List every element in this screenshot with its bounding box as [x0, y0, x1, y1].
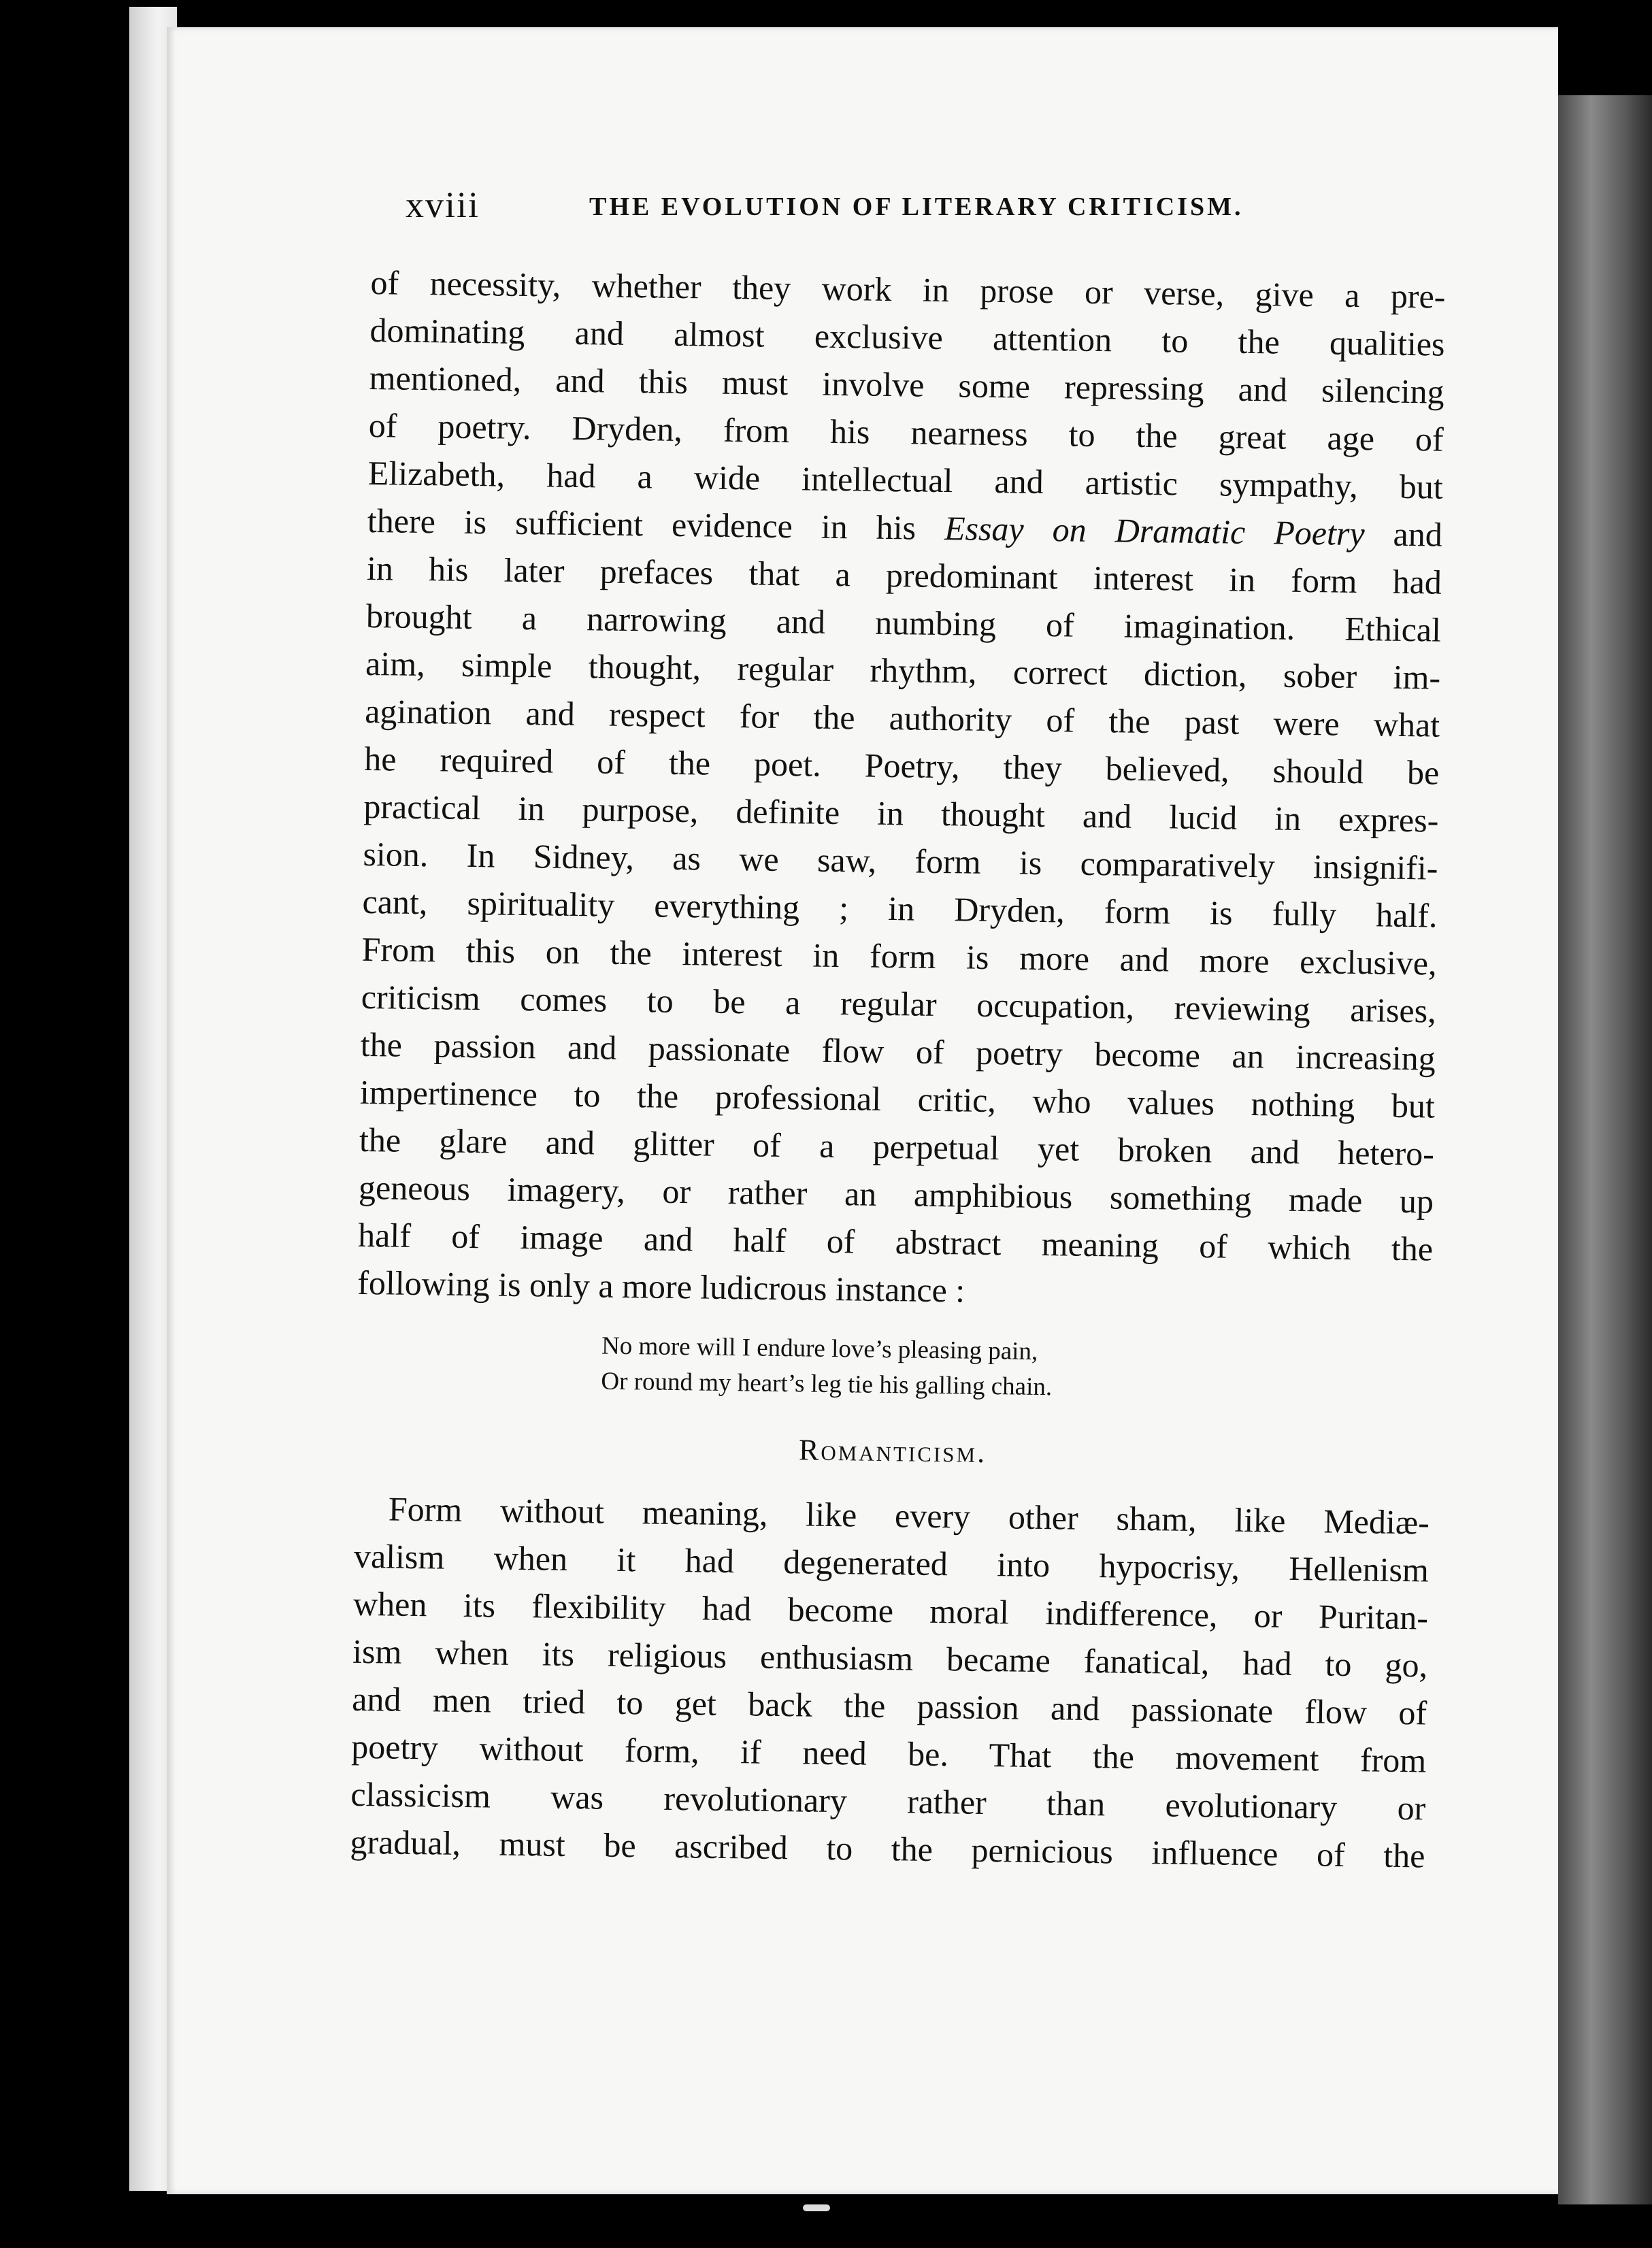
text-line: following is only a more ludicrous instance : [357, 1263, 965, 1310]
scan-speck [803, 2204, 830, 2211]
text-line: the glare and glitter of a perpetual yet broken and hetero- [359, 1120, 1435, 1173]
verse-line: Or round my heart’s leg tie his galling chain. [601, 1367, 1053, 1402]
section-heading: Romanticism. [798, 1433, 987, 1469]
text-line: cant, spirituality everything ; in Dryden, form is fully half. [362, 882, 1438, 935]
paragraph-1 [357, 259, 1446, 1321]
text-line: half of image and half of abstract meaning of which the [357, 1215, 1434, 1268]
text-line: and men tried to get back the passion and passionate flow of [351, 1679, 1427, 1732]
text-line: impertinence to the professional critic, who values nothing but [359, 1072, 1436, 1125]
text-line: the passion and passionate flow of poetry become an increasing [360, 1025, 1436, 1078]
text-line: in his later prefaces that a predominant interest in form had [366, 548, 1442, 601]
text-line: he required of the poet. Poetry, they believed, should be [364, 739, 1440, 792]
text-line: agination and respect for the authority of the past were what [364, 691, 1440, 744]
text-line: mentioned, and this must involve some repressing and silencing [369, 358, 1444, 411]
text-line: criticism comes to be a regular occupation, reviewing arises, [361, 977, 1437, 1030]
text-line: From this on the interest in form is more and more exclusive, [361, 929, 1437, 982]
text-line: classicism was revolutionary rather than evolutionary or [350, 1774, 1426, 1828]
gutter-shadow [1558, 95, 1652, 2204]
page-number: xviii [406, 184, 480, 225]
text-line: geneous imagery, or rather an amphibious something made up [358, 1168, 1434, 1221]
text-segment: there is sufficient evidence in his [367, 501, 916, 547]
text-line: brought a narrowing and numbing of imagination. Ethical [365, 596, 1442, 649]
text-line: Form without meaning, like every other sham, like Mediæ- [388, 1489, 1430, 1542]
paragraph-2 [350, 1485, 1430, 1880]
essay-title: Essay on Dramatic Poetry [944, 509, 1365, 553]
text-line: of poetry. Dryden, from his nearness to the great age of [368, 406, 1444, 459]
page-header [406, 184, 1290, 238]
text-line: of necessity, whether they work in prose or verse, give a pre- [370, 263, 1446, 316]
text-line: dominating and almost exclusive attention to the qualities [369, 310, 1445, 363]
text-line: valism when it had degenerated into hypocrisy, Hellenism [353, 1536, 1430, 1589]
text-line: sion. In Sidney, as we saw, form is comparatively insignifi- [363, 834, 1438, 887]
text-segment: and [1393, 514, 1443, 554]
text-line: aim, simple thought, regular rhythm, correct diction, sober im- [365, 644, 1441, 697]
verse-quotation [356, 1325, 1432, 1410]
text-line: ism when its religious enthusiasm became fanatical, had to go, [352, 1632, 1428, 1685]
text-line: poetry without form, if need be. That the movement from [351, 1727, 1427, 1780]
verse-line: No more will I endure love’s pleasing pain, [601, 1332, 1038, 1366]
page-body [350, 259, 1446, 1879]
text-line: when its flexibility had become moral indifference, or Puritan- [352, 1584, 1429, 1637]
text-line: gradual, must be ascribed to the pernicious influence of the [350, 1822, 1425, 1875]
running-head: THE EVOLUTION OF LITERARY CRITICISM. [589, 193, 1244, 221]
text-line: practical in purpose, definite in thought and lucid in expres- [363, 787, 1439, 840]
text-line: Elizabeth, had a wide intellectual and artistic sympathy, but [367, 453, 1444, 506]
